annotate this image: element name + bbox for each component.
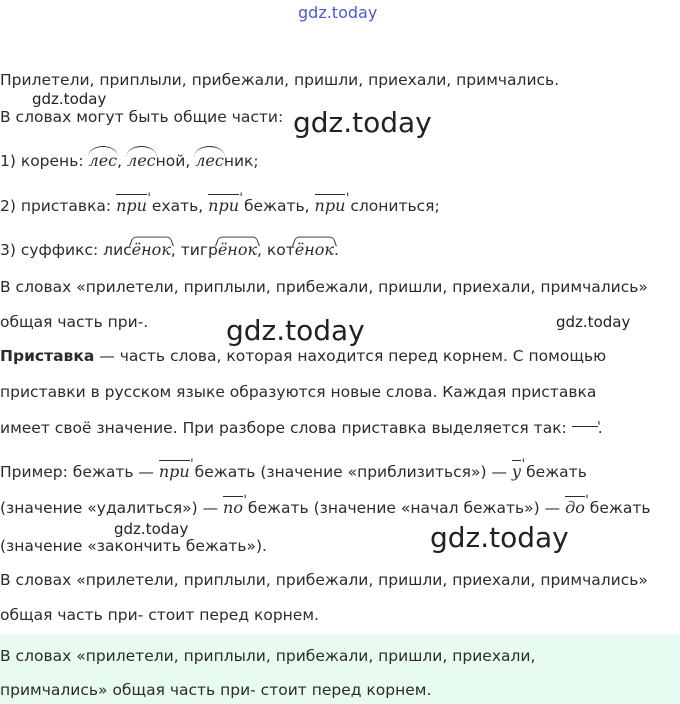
word-tail: ехать, — [151, 197, 204, 215]
definition-text: — часть слова, которая находится перед корнем. С помощью — [94, 347, 607, 365]
separator: , — [117, 152, 123, 170]
common-part-line: В словах «прилетели, приплыли, прибежали, пришли, приехали, примчались» — [0, 278, 648, 296]
root-label: 1) корень: — [0, 152, 84, 170]
answer-line: примчались» общая часть при- стоит перед корнем. — [0, 681, 432, 699]
prefix-mark: у ' — [512, 460, 521, 481]
watermark: gdz.today — [430, 521, 569, 554]
word-tail: ник; — [223, 152, 259, 170]
prefix-label: 2) приставка: — [0, 197, 112, 215]
example-text: Пример: бежать — — [0, 463, 154, 481]
definition-line — [0, 418, 603, 438]
prefix-mark: при ' — [208, 194, 239, 215]
prefix-line — [0, 196, 440, 216]
word-tail: слониться; — [350, 197, 440, 215]
watermark: gdz.today — [556, 313, 631, 331]
example-text: (значение «удалиться») — — [0, 499, 219, 517]
word-tail: бежать, — [243, 197, 310, 215]
example-text: бежать — [526, 463, 587, 481]
words-line: Прилетели, приплыли, прибежали, пришли, приехали, примчались. — [0, 71, 560, 89]
prefix-symbol-icon — [572, 426, 598, 427]
definition-line — [0, 346, 606, 366]
punctuation: . — [597, 419, 603, 437]
definition-line: приставки в русском языке образуются новые слова. Каждая приставка — [0, 383, 597, 401]
suffix-mark: ёнок — [217, 240, 258, 259]
prefix-mark: до ' — [565, 496, 585, 517]
suffix-mark: ёнок — [131, 240, 171, 259]
prefix-mark: по ' — [223, 496, 243, 517]
example-text: бежать (значение «начал бежать») — — [247, 499, 561, 517]
word-head: , тигр — [170, 241, 218, 259]
definition-text: имеет своё значение. При разборе слова приставка выделяется так: — [0, 419, 567, 437]
example-line — [0, 462, 587, 482]
conclusion-line: В словах «прилетели, приплыли, прибежали, пришли, приехали, примчались» — [0, 571, 648, 589]
prefix-mark: при ' — [116, 194, 147, 215]
word-tail: ной, — [155, 152, 191, 170]
prefix-mark: при ' — [315, 194, 346, 215]
watermark: gdz.today — [32, 90, 107, 108]
example-text: бежать — [589, 499, 651, 517]
word-head: , кот — [257, 241, 295, 259]
root-mark: лес — [127, 151, 156, 170]
common-part-line: общая часть при-. — [0, 313, 149, 331]
root-line — [0, 151, 259, 171]
example-text: бежать (значение «приблизиться») — — [194, 463, 507, 481]
root-mark: лес — [195, 151, 224, 170]
watermark: gdz.today — [293, 106, 432, 139]
watermark: gdz.today — [114, 520, 189, 538]
watermark: gdz.today — [298, 3, 378, 22]
common-parts-intro: В словах могут быть общие части: — [0, 108, 284, 126]
watermark: gdz.today — [226, 314, 365, 347]
answer-line: В словах «прилетели, приплыли, прибежали, пришли, приехали, — [0, 647, 536, 665]
suffix-mark: ёнок — [294, 240, 334, 259]
example-line: (значение «закончить бежать»). — [0, 537, 267, 555]
suffix-label: 3) суффикс: — [0, 241, 99, 259]
root-mark: лес — [88, 151, 118, 170]
term: Приставка — [0, 347, 95, 365]
suffix-line — [0, 240, 339, 260]
conclusion-line: общая часть при- стоит перед корнем. — [0, 606, 319, 624]
punctuation: . — [333, 241, 339, 259]
prefix-mark: при ' — [159, 460, 190, 481]
example-line — [0, 498, 651, 518]
word-head: лис — [103, 241, 132, 259]
answer-box — [0, 634, 680, 704]
